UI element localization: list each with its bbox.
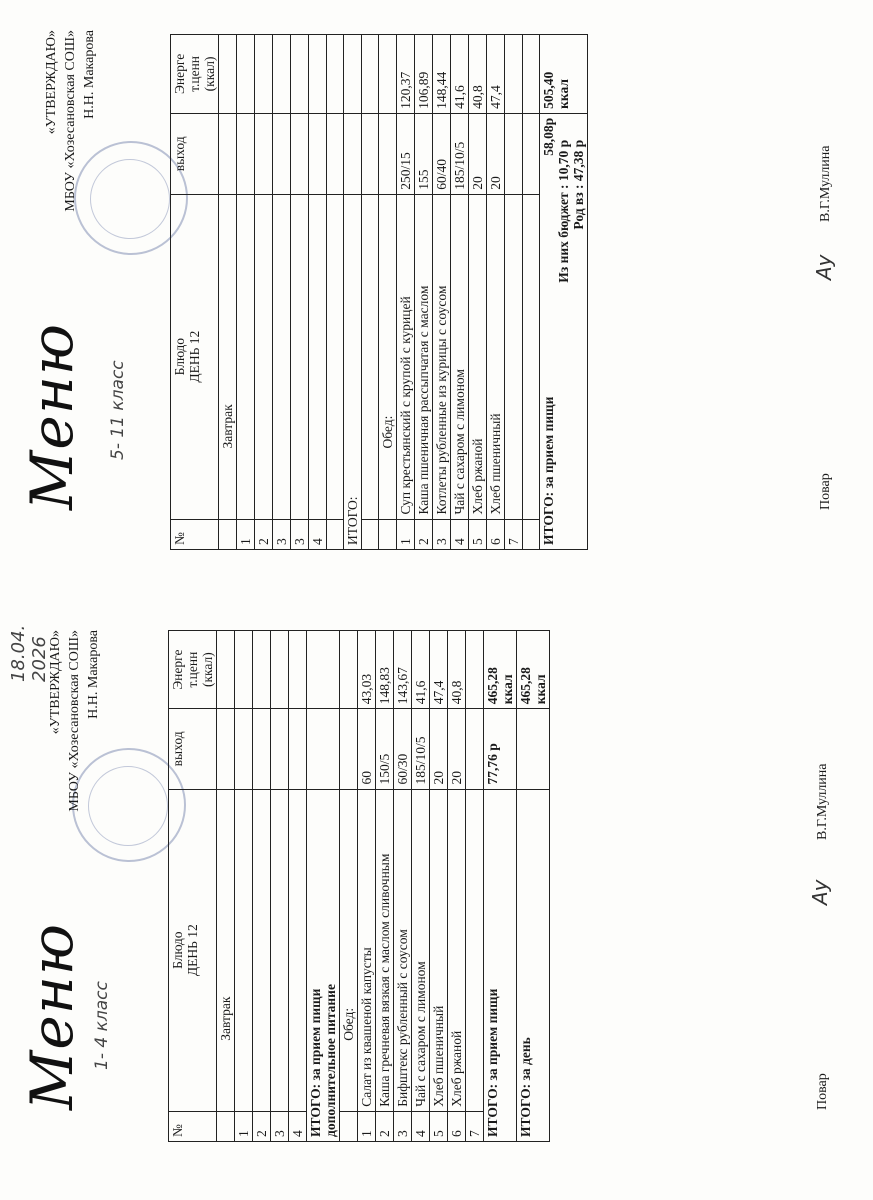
row-dish: Хлеб пшеничный (430, 789, 448, 1111)
menu-title: Меню (18, 923, 86, 1110)
row-num: 3 (433, 519, 451, 549)
row-energy (466, 631, 484, 709)
row-num: 4 (289, 1111, 307, 1141)
breakfast-label: Завтрак (219, 194, 237, 519)
row-energy (505, 35, 523, 114)
itogo-label: ИТОГО: (344, 194, 362, 549)
header-out: выход (169, 709, 217, 789)
row-out: 60/30 (394, 709, 412, 789)
row-energy: 106,89 (415, 35, 433, 114)
cook-label: Повар (815, 1073, 830, 1110)
row-out: 20 (469, 113, 487, 194)
row-dish: Хлеб ржаной (448, 789, 466, 1111)
lunch-label: Обед: (379, 194, 397, 519)
table-row (376, 631, 394, 1142)
table-row (466, 631, 484, 1142)
total-meal-energy: 505,40 ккал (540, 35, 588, 114)
row-num: 5 (469, 519, 487, 549)
row-energy: 47,4 (430, 631, 448, 709)
row-energy: 47,4 (487, 35, 505, 114)
cook-label: Повар (818, 473, 833, 510)
row-num: 1 (237, 519, 255, 549)
approval-block (46, 630, 103, 830)
row-dish: Каша гречневая вязкая с маслом сливочным (376, 789, 394, 1111)
lunch-label: Обед: (340, 789, 358, 1111)
table-row (433, 35, 451, 550)
row-num: 2 (376, 1111, 394, 1141)
table-row (505, 35, 523, 550)
row-num: 7 (466, 1111, 484, 1141)
row-energy: 40,8 (469, 35, 487, 114)
itogo-meal-label: ИТОГО: за прием пищи (308, 988, 323, 1137)
approve-heading: «УТВЕРЖДАЮ» (44, 30, 59, 135)
row-num: 3 (291, 519, 309, 549)
row-num: 2 (255, 519, 273, 549)
cook-signature: Ay (808, 879, 832, 905)
row-dish: Чай с сахаром с лимоном (412, 789, 430, 1111)
row-num: 4 (309, 519, 327, 549)
header-dish (169, 789, 217, 1111)
row-dish: Каша пшеничная рассыпчатая с маслом (415, 194, 433, 519)
menu-grades-1-4 (0, 600, 873, 1200)
table-row (394, 631, 412, 1142)
table-row (430, 631, 448, 1142)
header-day: ДЕНЬ 12 (185, 924, 200, 977)
row-num: 7 (505, 519, 523, 549)
header-energy: Энерге т.ценн (ккал) (171, 35, 219, 114)
extra-food-label: дополнительное питание (323, 984, 338, 1137)
row-dish: Чай с сахаром с лимоном (451, 194, 469, 519)
row-num: 1 (235, 1111, 253, 1141)
approve-director: Н.Н. Макарова (86, 630, 101, 719)
row-energy: 148,83 (376, 631, 394, 709)
row-energy: 148,44 (433, 35, 451, 114)
row-num: 2 (415, 519, 433, 549)
row-dish (505, 194, 523, 519)
approve-director: Н.Н. Макарова (82, 30, 97, 119)
header-dish (171, 194, 219, 519)
row-dish: Котлеты рубленные из курицы с соусом (433, 194, 451, 519)
itogo-meal-breakfast (307, 789, 340, 1141)
total-day-energy: 465,28 ккал (517, 631, 550, 709)
header-num: № (171, 519, 219, 549)
approval-block (42, 30, 99, 245)
row-out: 250/15 (397, 113, 415, 194)
class-note: 1- 4 класс (92, 981, 112, 1070)
menu-title: Меню (18, 323, 86, 510)
header-num: № (169, 1111, 217, 1141)
row-energy: 41,6 (451, 35, 469, 114)
total-meal-line (541, 118, 556, 545)
row-out (466, 709, 484, 789)
row-out: 20 (448, 709, 466, 789)
table-row (412, 631, 430, 1142)
row-out (505, 113, 523, 194)
table-row (451, 35, 469, 550)
breakfast-label: Завтрак (217, 789, 235, 1111)
class-note: 5- 11 класс (108, 360, 128, 460)
total-day-label: ИТОГО: за день (517, 789, 550, 1141)
row-energy: 120,37 (397, 35, 415, 114)
menu-table (170, 34, 588, 550)
approve-heading: «УТВЕРЖДАЮ» (48, 630, 63, 735)
budget-line: Из них бюджет : 10,70 р (556, 139, 571, 283)
row-num: 3 (271, 1111, 289, 1141)
row-num: 1 (358, 1111, 376, 1141)
row-out: 60 (358, 709, 376, 789)
row-num: 6 (448, 1111, 466, 1141)
table-row (415, 35, 433, 550)
cook-name: В.Г.Муллина (818, 145, 833, 222)
cook-signature: Ay (812, 254, 836, 280)
row-out: 185/10/5 (412, 709, 430, 789)
total-meal-label: ИТОГО: за прием пищи (541, 396, 556, 545)
date-note: 18.04. 2026 (8, 624, 50, 682)
row-out: 20 (430, 709, 448, 789)
table-row (448, 631, 466, 1142)
row-dish: Хлеб ржаной (469, 194, 487, 519)
row-energy: 43,03 (358, 631, 376, 709)
header-energy: Энерге т.ценн (ккал) (169, 631, 217, 709)
approve-school: МБОУ «Хозесановская СОШ» (63, 30, 78, 212)
total-meal-block (540, 113, 588, 549)
row-dish: Салат из квашеной капусты (358, 789, 376, 1111)
total-meal-cost: 77,76 р (484, 709, 517, 789)
row-num: 6 (487, 519, 505, 549)
header-dish-label: Блюдо (170, 931, 185, 969)
row-out: 60/40 (433, 113, 451, 194)
parent-line: Род вз : 47,38 р (571, 139, 586, 230)
total-meal-label: ИТОГО: за прием пищи (484, 789, 517, 1141)
row-energy: 41,6 (412, 631, 430, 709)
header-day: ДЕНЬ 12 (187, 330, 202, 383)
row-dish: Хлеб пшеничный (487, 194, 505, 519)
table-row (469, 35, 487, 550)
row-energy: 40,8 (448, 631, 466, 709)
row-num: 3 (273, 519, 291, 549)
approve-school: МБОУ «Хозесановская СОШ» (67, 630, 82, 812)
row-out: 150/5 (376, 709, 394, 789)
menu-table (168, 630, 550, 1142)
header-dish-label: Блюдо (172, 337, 187, 376)
row-dish: Суп крестьянский с крупой с курицей (397, 194, 415, 519)
row-out: 185/10/5 (451, 113, 469, 194)
row-dish (466, 789, 484, 1111)
row-num: 4 (451, 519, 469, 549)
row-out: 20 (487, 113, 505, 194)
total-meal-cost: 58,08р (541, 117, 556, 156)
total-meal-energy: 465,28 ккал (484, 631, 517, 709)
row-dish: Бифштекс рубленный с соусом (394, 789, 412, 1111)
row-energy: 143,67 (394, 631, 412, 709)
row-num: 1 (397, 519, 415, 549)
row-num: 4 (412, 1111, 430, 1141)
table-row (487, 35, 505, 550)
row-num: 5 (430, 1111, 448, 1141)
table-row (397, 35, 415, 550)
table-row (358, 631, 376, 1142)
header-out: выход (171, 113, 219, 194)
row-out: 155 (415, 113, 433, 194)
row-num: 2 (253, 1111, 271, 1141)
row-num: 3 (394, 1111, 412, 1141)
cook-name: В.Г.Муллина (815, 763, 830, 840)
